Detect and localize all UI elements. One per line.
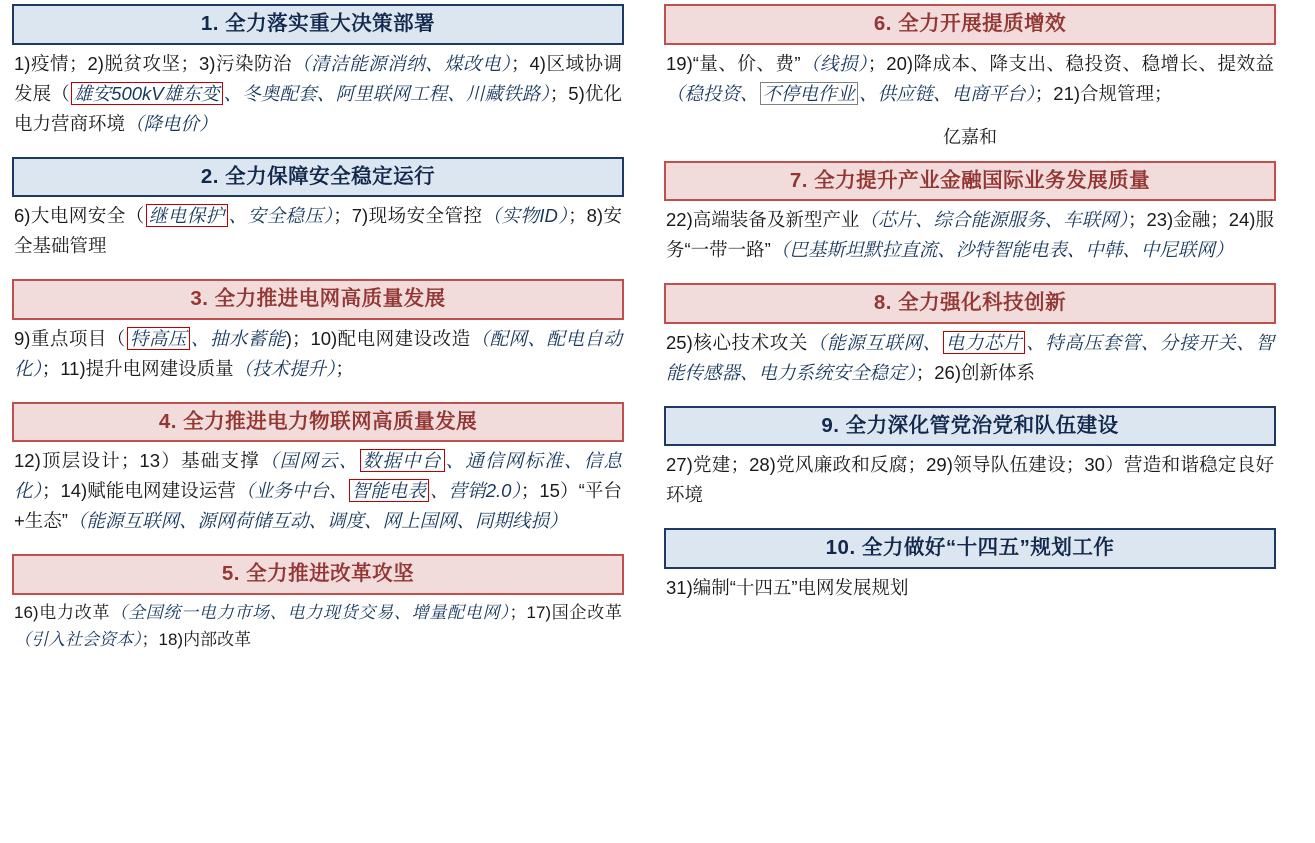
text-run-italic: （芯片、综合能源服务、车联网）: [859, 209, 1128, 231]
section-body-10: [666, 573, 1274, 603]
section-heading-1: 1. 全力落实重大决策部署: [12, 4, 624, 45]
text-run-italic: （能源互联网、: [808, 331, 942, 353]
text-run: ；21)合规管理；: [1034, 82, 1173, 104]
section-body-8: [666, 328, 1274, 388]
text-run: 1)疫情；2)脱贫攻坚；3)污染防治: [14, 52, 293, 74]
text-run-italic: 、通信网标准、信息化）: [14, 450, 622, 502]
section-heading-10: 10. 全力做好“十四五”规划工作: [664, 528, 1276, 569]
text-run-italic: （配网、配电自动化）: [14, 327, 622, 379]
section-heading-7: 7. 全力提升产业金融国际业务发展质量: [664, 161, 1276, 202]
text-run-italic: （技术提升）: [233, 357, 336, 379]
two-column-layout: [12, 4, 1303, 672]
section-body-2: [14, 201, 622, 261]
text-run: 9)重点项目（: [14, 327, 126, 349]
text-run-italic: （全国统一电力市场、电力现货交易、增量配电网）: [110, 602, 510, 622]
section-note-6: 亿嘉和: [943, 126, 997, 147]
text-run-italic: （引入社会资本）: [14, 630, 142, 650]
section-body-1: [14, 49, 622, 139]
text-run-italic: （清洁能源消纳、煤改电）: [292, 52, 511, 74]
text-run: 25)核心技术攻关: [666, 331, 808, 353]
text-run: ；8)安全基础管理: [14, 205, 622, 257]
text-run: ；15）“平台+生态”: [14, 480, 622, 532]
text-run-italic: 、营销2.0）: [429, 480, 521, 502]
text-run: )；10)配电网建设改造: [285, 327, 471, 349]
text-run: ；23)金融；24)服务“一带一路”: [666, 209, 1274, 261]
section-heading-3: 3. 全力推进电网高质量发展: [12, 279, 624, 320]
section-body-7: [666, 205, 1274, 265]
text-run-italic: （国网云、: [259, 450, 359, 472]
section-body-5: [14, 599, 622, 654]
section-heading-5: 5. 全力推进改革攻坚: [12, 554, 624, 595]
text-run-italic: 、特高压套管、分接开关、智能传感器、电力系统安全稳定）: [666, 331, 1274, 383]
highlight-box-jidianbaohu: 继电保护: [146, 204, 228, 227]
text-run-italic: （线损）: [800, 52, 868, 74]
highlight-box-zhinengdianbiao: 智能电表: [349, 479, 429, 502]
text-run-italic: （实物ID）: [482, 205, 569, 227]
text-run: 27)党建；28)党风廉政和反腐；29)领导队伍建设；30）营造和谐稳定良好环境: [666, 454, 1274, 506]
section-heading-6: 6. 全力开展提质增效: [664, 4, 1276, 45]
text-run: ；: [510, 52, 530, 74]
text-run-italic: 、安全稳压）: [228, 205, 334, 227]
text-run-italic: （能源互联网、源网荷储互动、调度、网上国网、同期线损）: [67, 510, 568, 532]
section-heading-2: 2. 全力保障安全稳定运行: [12, 157, 624, 198]
highlight-box-shujuzhongtai: 数据中台: [360, 449, 445, 472]
text-run-italic: 、抽水蓄能: [190, 327, 286, 349]
right-column: [664, 4, 1276, 621]
section-body-3: [14, 324, 622, 384]
text-run-italic: （业务中台、: [236, 480, 348, 502]
text-run-italic: （稳投资、: [666, 82, 759, 104]
text-run: ；5)优化电力营商环境: [14, 82, 622, 134]
section-heading-8: 8. 全力强化科技创新: [664, 283, 1276, 324]
text-run: 6)大电网安全（: [14, 205, 145, 227]
text-run: 31)编制“十四五”电网发展规划: [666, 576, 909, 598]
text-run: ；: [335, 357, 354, 379]
text-run: ；7)现场安全管控: [333, 205, 483, 227]
text-run-italic: 、冬奥配套、: [223, 82, 336, 104]
text-run: ；26)创新体系: [915, 361, 1036, 383]
text-run: 4)区域协调发展（: [14, 52, 622, 104]
text-run-italic: 、供应链、电商平台）: [859, 82, 1035, 104]
text-run-italic: （降电价）: [125, 112, 218, 134]
section-heading-9: 9. 全力深化管党治党和队伍建设: [664, 406, 1276, 447]
highlight-box-tegaoya: 特高压: [127, 327, 190, 350]
text-run: ；14)赋能电网建设运营: [41, 480, 236, 502]
highlight-box-xiongan: 雄安500kV雄东变: [71, 82, 223, 105]
text-run: ；20)降成本、降支出、稳投资、稳增长、提效益: [867, 52, 1274, 74]
section-body-6: [666, 49, 1274, 109]
text-run: 16)电力改革: [14, 602, 111, 622]
highlight-box-dianlixinpian: 电力芯片: [943, 331, 1025, 354]
text-run: ；11)提升电网建设质量: [41, 357, 234, 379]
highlight-box-butingdianzuoye: 不停电作业: [760, 82, 859, 105]
text-run-italic: 阿里联网工程、川藏铁路）: [335, 82, 550, 104]
section-body-4: [14, 446, 622, 536]
text-run: 12)顶层设计；13）基础支撑: [14, 450, 260, 472]
text-run: ；18)内部改革: [141, 630, 252, 650]
text-run: 22)高端装备及新型产业: [666, 209, 860, 231]
text-run-italic: （巴基斯坦默拉直流、沙特智能电表、中韩、中尼联网）: [770, 239, 1234, 261]
left-column: [12, 4, 624, 672]
section-body-9: [666, 450, 1274, 510]
text-run: 19)“量、价、费”: [666, 52, 801, 74]
section-heading-4: 4. 全力推进电力物联网高质量发展: [12, 402, 624, 443]
text-run: ；17)国企改革: [509, 602, 622, 622]
